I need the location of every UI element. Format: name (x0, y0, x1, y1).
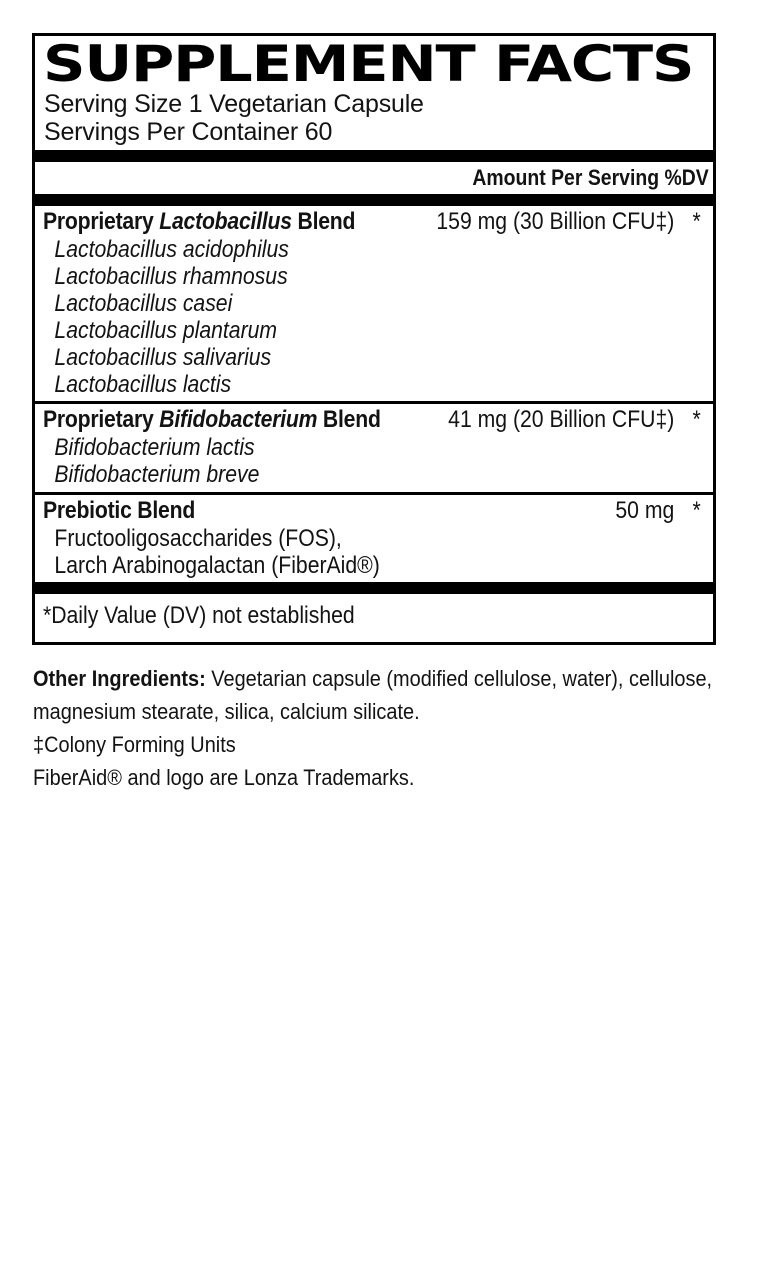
ingredient-amount: 159 mg (30 Billion CFU‡) (436, 208, 675, 235)
thick-rule-header (35, 194, 713, 206)
prebiotic-blend-section (35, 495, 713, 582)
cfu-footnote: ‡Colony Forming Units (33, 732, 236, 757)
serving-info (35, 90, 713, 146)
ingredient-sub-item: Lactobacillus lactis (54, 371, 232, 398)
daily-value-cell: * (692, 406, 701, 433)
ingredient-name: Prebiotic Blend (42, 497, 196, 524)
daily-value-cell: * (692, 497, 701, 524)
amount-per-serving-header: Amount Per Serving %DV (472, 165, 709, 190)
serving-size-line: Serving Size 1 Vegetarian Capsule (44, 90, 424, 118)
thick-rule-top (35, 150, 713, 162)
other-ingredients-text: Vegetarian capsule (modified cellulose, water), cellulose, magnesium stearate, silica, calcium silicate. (33, 666, 713, 724)
ingredient-sub-item: Larch Arabinogalactan (FiberAid®) (54, 552, 380, 579)
other-ingredients-label: Other Ingredients: (33, 666, 206, 691)
ingredient-sub-item: Bifidobacterium lactis (54, 434, 255, 461)
amount-per-serving-header-row (35, 162, 713, 194)
daily-value-cell: * (692, 208, 701, 235)
ingredient-sub-item: Lactobacillus plantarum (54, 317, 278, 344)
ingredient-sub-item: Bifidobacterium breve (54, 461, 260, 488)
ingredient-sub-item: Lactobacillus casei (54, 290, 233, 317)
facts-table (35, 150, 713, 642)
ingredient-amount: 41 mg (20 Billion CFU‡) (448, 406, 675, 433)
thick-rule-bottom (35, 582, 713, 594)
ingredient-sub-item: Fructooligosaccharides (FOS), (54, 525, 342, 552)
lactobacillus-blend-section (35, 206, 713, 401)
ingredient-row (35, 206, 713, 236)
supplement-facts-panel (32, 33, 716, 645)
ingredient-sub-item: Lactobacillus salivarius (54, 344, 272, 371)
trademark-note: FiberAid® and logo are Lonza Trademarks. (33, 765, 415, 790)
label-notes (33, 662, 732, 794)
ingredient-row (35, 495, 713, 525)
ingredient-name: Proprietary Lactobacillus Blend (42, 208, 356, 235)
daily-value-footnote: *Daily Value (DV) not established (42, 602, 355, 629)
ingredient-name: Proprietary Bifidobacterium Blend (42, 406, 381, 433)
ingredient-sub-item: Lactobacillus acidophilus (54, 236, 289, 263)
ingredient-sub-item: Lactobacillus rhamnosus (54, 263, 288, 290)
supplement-facts-title: SUPPLEMENT FACTS (43, 35, 694, 93)
other-ingredients-note (33, 662, 732, 728)
ingredient-amount: 50 mg (615, 497, 675, 524)
bifidobacterium-blend-section (35, 404, 713, 492)
ingredient-row (35, 404, 713, 434)
servings-per-container-line: Servings Per Container 60 (44, 118, 333, 146)
